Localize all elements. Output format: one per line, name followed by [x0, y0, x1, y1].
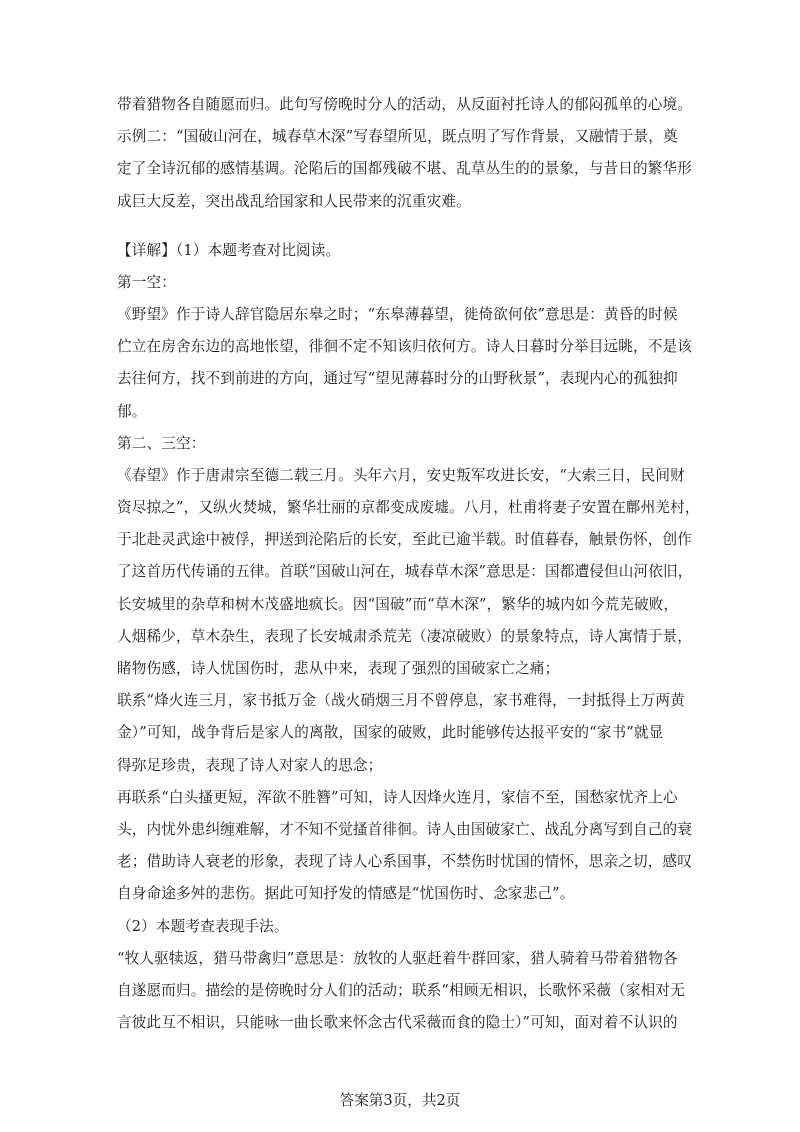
text-line: 《野望》作于诗人辞官隐居东皋之时；“东皋薄暮望，徙倚欲何依”意思是：黄昏的时候	[117, 305, 678, 323]
text-line: 老；借助诗人衰老的形象，表现了诗人心系国事，不禁伤时忧国的情怀，思亲之切，感叹	[117, 853, 693, 871]
text-line: 自身命途多舛的悲伤。据此可知抒发的情感是“忧国伤时、念家悲己”。	[117, 885, 575, 903]
text-line: “牧人驱犊返，猎马带禽归”意思是：放牧的人驱赶着牛群回家，猎人骑着马带着猎物各	[117, 949, 678, 967]
text-line: 第一空：	[117, 273, 176, 291]
text-line: 成巨大反差，突出战乱给国家和人民带来的沉重灾难。	[117, 192, 471, 210]
text-line: 金）”可知，战争背后是家人的离散，国家的破败，此时能够传达报平安的“家书”就显	[117, 724, 664, 742]
text-line: 定了全诗沉郁的感情基调。沦陷后的国都残破不堪、乱草丛生的的景象，与昔日的繁华形	[117, 160, 693, 178]
text-line: 长安城里的杂草和树木茂盛地疯长。因“国破”而“草木深”，繁华的城内如今荒芜破败，	[117, 595, 679, 613]
text-line: 去往何方，找不到前进的方向，通过写“望见薄暮时分的山野秋景”，表现内心的孤独抑	[117, 370, 678, 388]
text-line: 联系“烽火连三月，家书抵万金（战火硝烟三月不曾停息，家书难得，一封抵得上万两黄	[117, 692, 685, 710]
text-line: 了这首历代传诵的五律。首联“国破山河在，城春草木深”意思是：国都遭侵但山河依旧，	[117, 563, 693, 581]
document-body	[117, 96, 700, 1046]
text-line: 自遂愿而归。描绘的是傍晚时分人们的活动；联系“相顾无相识，长歌怀采薇（家相对无	[117, 981, 685, 999]
text-line: 睹物伤感，诗人忧国伤时，悲从中来，表现了强烈的国破家亡之痛；	[117, 660, 560, 677]
text-line: 资尽掠之”，又纵火焚城，繁华壮丽的京都变成废墟。八月，杜甫将妻子安置在鄜州羌村，	[117, 499, 700, 517]
text-line: 《春望》作于唐肃宗至德二载三月。头年六月，安史叛军攻进长安，“大索三日，民间财	[117, 466, 685, 484]
text-line: 带着猎物各自随愿而归。此句写傍晚时分人的活动，从反面衬托诗人的郁闷孤单的心境。	[117, 96, 693, 113]
text-line: 第二、三空：	[117, 434, 206, 452]
text-line: 头，内忧外患纠缠难解，才不知不觉搔首徘徊。诗人由国破家亡、战乱分离写到自己的衰	[117, 820, 693, 838]
text-line: （2）本题考查表现手法。	[117, 917, 289, 935]
text-line: 再联系“白头搔更短，浑欲不胜簪”可知，诗人因烽火连月，家信不至，国愁家忧齐上心	[117, 788, 678, 806]
text-line: 人烟稀少，草木杂生，表现了长安城肃杀荒芜（凄凉破败）的景象特点，诗人寓情于景，	[117, 627, 693, 645]
text-line: 于北赴灵武途中被俘，押送到沦陷后的长安，至此已逾半载。时值暮春，触景伤怀，创作	[117, 531, 693, 549]
page-footer: 答案第3页，共2页	[339, 1092, 461, 1109]
text-line: 伫立在房舍东边的高地怅望，徘徊不定不知该归依何方。诗人日暮时分举目远眺，不是该	[117, 338, 693, 356]
text-line: 得弥足珍贵，表现了诗人对家人的思念；	[117, 756, 383, 774]
detail-heading: 【详解】（1）本题考查对比阅读。	[117, 241, 341, 259]
text-line: 郁。	[117, 402, 147, 420]
text-line: 示例二：“国破山河在，城春草木深”写春望所见，既点明了写作背景，又融情于景，奠	[117, 128, 678, 146]
text-line: 言彼此互不相识，只能咏一曲长歌来怀念古代采薇而食的隐士）”可知，面对着不认识的	[117, 1014, 678, 1032]
